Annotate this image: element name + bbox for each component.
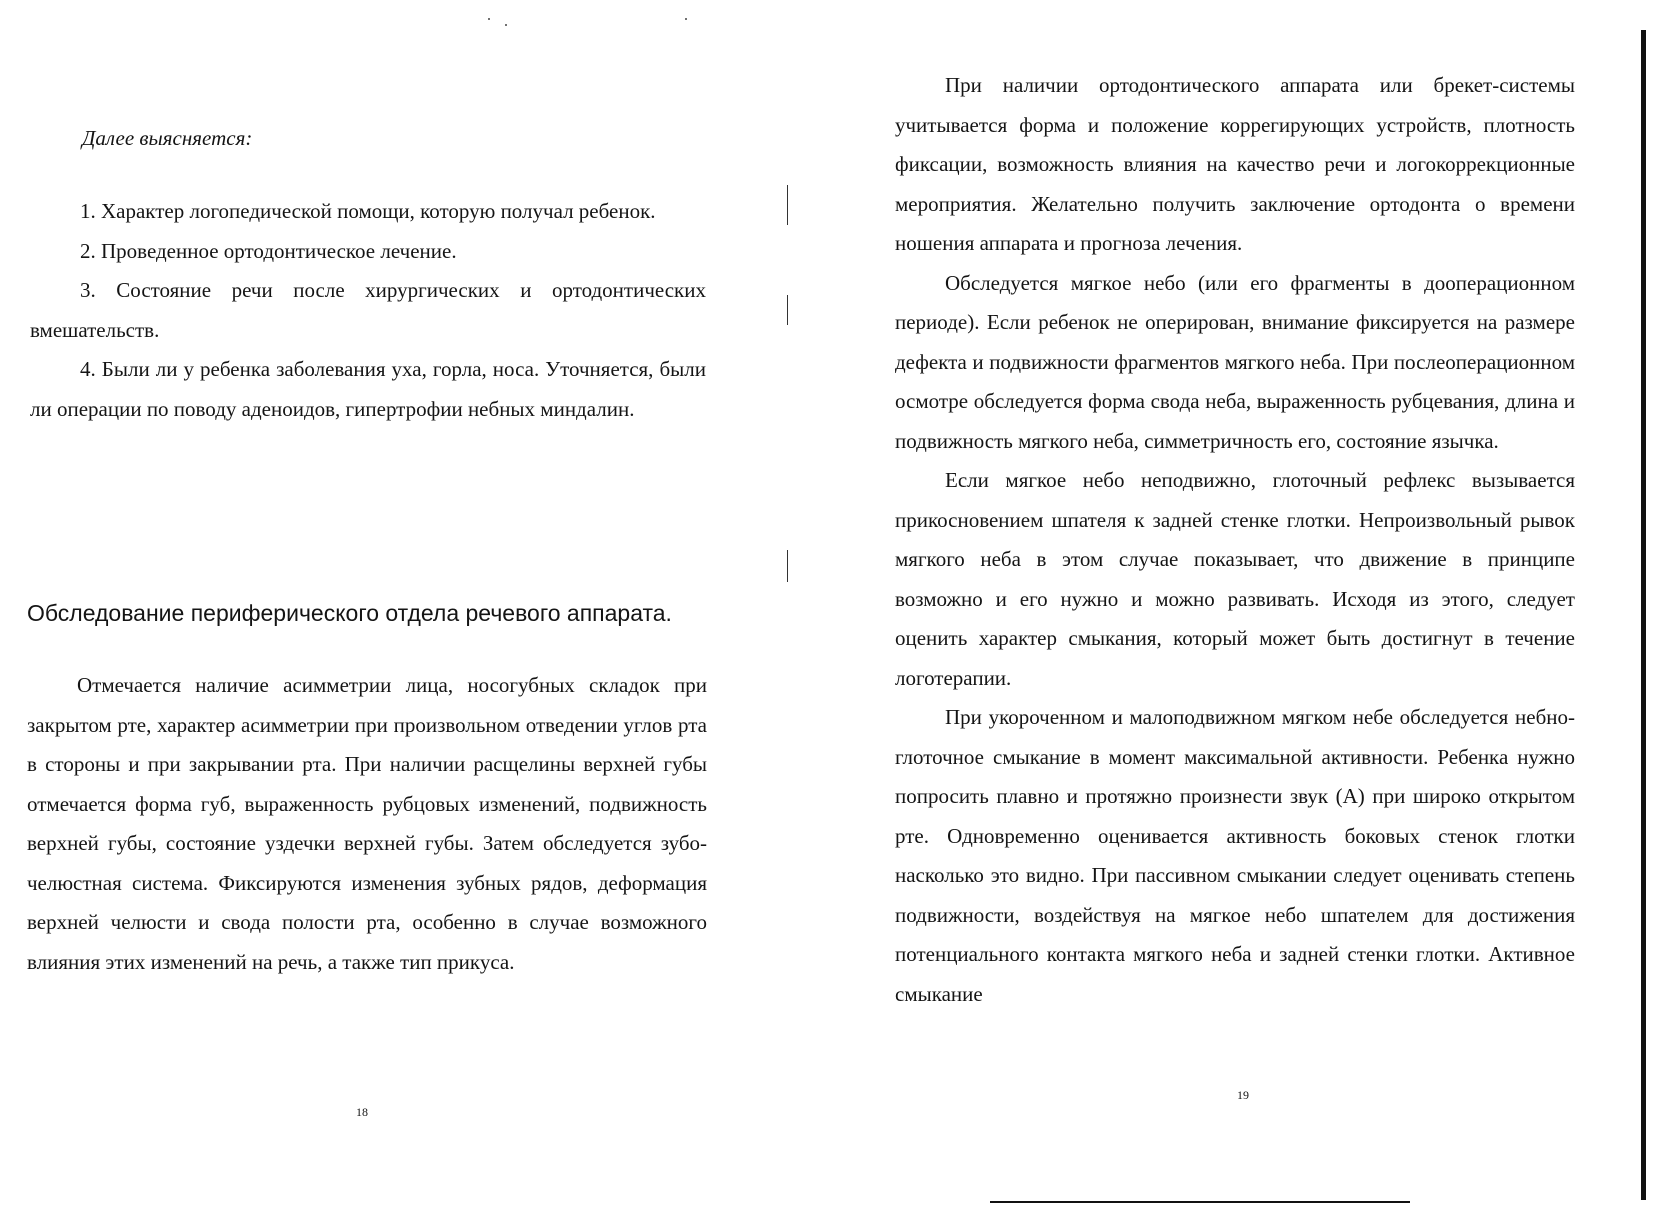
page-number-left: 18 [356, 1105, 368, 1119]
gutter-mark [787, 550, 788, 582]
scan-edge-bottom [990, 1201, 1410, 1203]
paragraph: Отмечается наличие асимметрии лица, носогубных складок при закрытом рте, характер асимметрии при произвольном отведении углов рта в стороны и при закрывании рта. При наличии расщелины верхней губы отмечается форма губ, выраженность рубцовых изменений, подвижность верхней губы, состояние уздечки верхней губы. Затем обследуется зубо-челюстная система. Фиксируются изменения зубных рядов, деформация верхней челюсти и свода полости рта, особенно в случае возможного влияния этих изменений на речь, а также тип прикуса. [27, 673, 707, 974]
paragraph: Обследуется мягкое небо (или его фрагменты в дооперационном периоде). Если ребенок не оперирован, внимание фиксируется на размере дефекта и подвижности фрагментов мягкого неба. При послеоперационном осмотре обследуется форма свода неба, выраженность рубцевания, длина и подвижность мягкого неба, симметричность его, состояние язычка. [895, 270, 1575, 453]
scan-speck [685, 18, 687, 20]
list-item: 2. Проведенное ортодонтическое лечение. [80, 238, 457, 263]
scan-speck [488, 18, 490, 20]
paragraph: При наличии ортодонтического аппарата или брекет-системы учитывается форма и положение коррегирующих устройств, плотность фиксации, возможность влияния на качество речи и логокоррекционные мероприятия. Желательно получить заключение ортодонта о времени ношения аппарата и прогноза лечения. [895, 73, 1575, 255]
paragraph: Если мягкое небо неподвижно, глоточный рефлекс вызывается прикосновением шпателя к задней стенке глотки. Непроизвольный рывок мягкого неба в этом случае показывает, что движение в принципе возможно и его нужно и можно развивать. Исходя из этого, следует оценить характер смыкания, который может быть достигнут в течение логотерапии. [895, 468, 1575, 690]
paragraph: При укороченном и малоподвижном мягком небе обследуется небно-глоточное смыкание в момент максимальной активности. Ребенка нужно попросить плавно и протяжно произнести звук (А) при широко открытом рте. Одновременно оценивается активность боковых стенок глотки насколько это видно. При пассивном смыкании следует оценивать степень подвижности, воздействуя на мягкое небо шпателем для достижения потенциального контакта мягкого неба и задней стенки глотки. Активное смыкание [895, 705, 1575, 1006]
page-number-right: 19 [1237, 1088, 1249, 1102]
right-body [895, 66, 1575, 1014]
right-page [800, 0, 1663, 1210]
gutter-mark [787, 185, 788, 225]
left-page [0, 0, 800, 1210]
gutter-mark [787, 295, 788, 325]
scan-speck [505, 24, 507, 26]
section-heading: Обследование периферического отдела речевого аппарата. [27, 600, 672, 626]
list-item: 3. Состояние речи после хирургических и ортодонтических вмешательств. [30, 278, 706, 342]
left-body [27, 666, 707, 982]
list-item: 1. Характер логопедической помощи, которую получал ребенок. [80, 199, 656, 223]
list-item: 4. Были ли у ребенка заболевания уха, горла, носа. Уточняется, были ли операции по поводу аденоидов, гипертрофии небных миндалин. [30, 357, 706, 421]
clarification-list [30, 192, 706, 429]
scan-edge-right [1641, 30, 1646, 1200]
lead-heading: Далее выясняется: [82, 126, 253, 150]
